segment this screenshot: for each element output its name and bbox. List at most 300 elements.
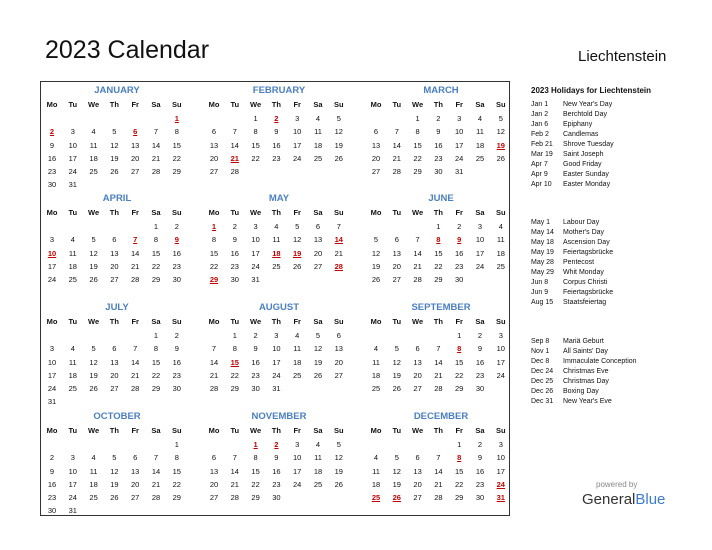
day-cell[interactable]: 16 bbox=[455, 248, 464, 258]
day-cell[interactable]: 9 bbox=[477, 344, 483, 354]
day-cell[interactable]: 27 bbox=[371, 167, 381, 176]
day-cell[interactable]: 26 bbox=[293, 261, 302, 271]
day-cell[interactable]: 12 bbox=[89, 357, 98, 367]
day-cell[interactable]: 16 bbox=[47, 153, 57, 163]
day-cell[interactable]: 23 bbox=[230, 261, 239, 271]
day-cell[interactable]: 22 bbox=[209, 261, 219, 271]
day-cell[interactable]: 17 bbox=[272, 357, 281, 367]
day-cell[interactable]: 27 bbox=[392, 275, 401, 284]
day-cell[interactable]: 2 bbox=[174, 222, 179, 232]
day-cell[interactable]: 15 bbox=[413, 140, 422, 150]
day-cell[interactable]: 25 bbox=[371, 384, 381, 393]
day-cell[interactable]: 28 bbox=[131, 275, 140, 284]
day-cell[interactable]: 23 bbox=[455, 261, 464, 271]
day-cell[interactable]: 14 bbox=[392, 140, 401, 150]
day-cell[interactable]: 21 bbox=[230, 479, 239, 489]
day-cell[interactable]: 12 bbox=[313, 344, 323, 354]
day-cell[interactable]: 27 bbox=[334, 370, 343, 380]
day-cell[interactable]: 2 bbox=[457, 222, 462, 232]
day-cell[interactable]: 12 bbox=[110, 466, 119, 476]
day-cell[interactable]: 30 bbox=[475, 493, 485, 502]
day-cell[interactable]: 21 bbox=[131, 370, 140, 380]
day-cell[interactable]: 11 bbox=[89, 140, 98, 150]
day-cell[interactable]: 28 bbox=[230, 493, 239, 502]
day-cell[interactable]: 24 bbox=[455, 153, 464, 163]
holiday-day-cell[interactable]: 1 bbox=[253, 440, 258, 450]
day-cell[interactable]: 21 bbox=[434, 479, 443, 489]
day-cell[interactable]: 22 bbox=[251, 153, 260, 163]
day-cell[interactable]: 16 bbox=[230, 248, 239, 258]
day-cell[interactable]: 10 bbox=[47, 357, 57, 367]
holiday-day-cell[interactable]: 9 bbox=[174, 235, 179, 245]
day-cell[interactable]: 15 bbox=[151, 248, 161, 258]
day-cell[interactable]: 11 bbox=[372, 466, 380, 476]
day-cell[interactable]: 20 bbox=[131, 153, 140, 163]
day-cell[interactable]: 13 bbox=[131, 466, 140, 476]
day-cell[interactable]: 27 bbox=[131, 493, 140, 502]
day-cell[interactable]: 23 bbox=[172, 261, 181, 271]
day-cell[interactable]: 7 bbox=[394, 127, 399, 137]
day-cell[interactable]: 25 bbox=[313, 479, 323, 489]
day-cell[interactable]: 1 bbox=[457, 331, 462, 341]
holiday-day-cell[interactable]: 8 bbox=[436, 235, 441, 245]
day-cell[interactable]: 30 bbox=[455, 275, 464, 284]
day-cell[interactable]: 16 bbox=[251, 357, 260, 367]
day-cell[interactable]: 29 bbox=[151, 384, 161, 393]
day-cell[interactable]: 17 bbox=[293, 466, 302, 476]
day-cell[interactable]: 11 bbox=[293, 344, 302, 354]
day-cell[interactable]: 9 bbox=[49, 466, 55, 476]
day-cell[interactable]: 28 bbox=[151, 493, 161, 502]
day-cell[interactable]: 21 bbox=[392, 153, 401, 163]
day-cell[interactable]: 4 bbox=[315, 440, 321, 450]
day-cell[interactable]: 23 bbox=[251, 370, 260, 380]
day-cell[interactable]: 15 bbox=[172, 466, 181, 476]
day-cell[interactable]: 29 bbox=[151, 275, 161, 284]
day-cell[interactable]: 10 bbox=[475, 235, 485, 245]
day-cell[interactable]: 12 bbox=[334, 453, 343, 463]
day-cell[interactable]: 21 bbox=[209, 370, 219, 380]
day-cell[interactable]: 16 bbox=[434, 140, 443, 150]
day-cell[interactable]: 23 bbox=[172, 370, 181, 380]
day-cell[interactable]: 26 bbox=[89, 275, 98, 284]
day-cell[interactable]: 14 bbox=[413, 248, 422, 258]
day-cell[interactable]: 5 bbox=[112, 453, 117, 463]
day-cell[interactable]: 1 bbox=[174, 440, 179, 450]
day-cell[interactable]: 18 bbox=[496, 248, 505, 258]
holiday-day-cell[interactable]: 10 bbox=[47, 248, 57, 258]
holiday-day-cell[interactable]: 1 bbox=[211, 222, 217, 232]
day-cell[interactable]: 23 bbox=[272, 153, 281, 163]
day-cell[interactable]: 6 bbox=[315, 222, 321, 232]
day-cell[interactable]: 6 bbox=[415, 344, 420, 354]
day-cell[interactable]: 1 bbox=[457, 440, 462, 450]
day-cell[interactable]: 4 bbox=[91, 453, 96, 463]
day-cell[interactable]: 18 bbox=[475, 140, 485, 150]
day-cell[interactable]: 30 bbox=[434, 167, 443, 176]
day-cell[interactable]: 26 bbox=[313, 370, 323, 380]
day-cell[interactable]: 5 bbox=[295, 222, 300, 232]
day-cell[interactable]: 20 bbox=[313, 248, 323, 258]
day-cell[interactable]: 26 bbox=[392, 384, 401, 393]
holiday-day-cell[interactable]: 21 bbox=[230, 153, 239, 163]
day-cell[interactable]: 19 bbox=[110, 153, 119, 163]
holiday-day-cell[interactable]: 8 bbox=[457, 453, 462, 463]
day-cell[interactable]: 9 bbox=[174, 344, 179, 354]
holiday-day-cell[interactable]: 2 bbox=[274, 114, 279, 124]
day-cell[interactable]: 21 bbox=[151, 479, 161, 489]
day-cell[interactable]: 27 bbox=[110, 275, 119, 284]
holiday-day-cell[interactable]: 26 bbox=[392, 493, 401, 502]
day-cell[interactable]: 8 bbox=[153, 235, 159, 245]
day-cell[interactable]: 10 bbox=[293, 453, 302, 463]
day-cell[interactable]: 14 bbox=[434, 466, 443, 476]
day-cell[interactable]: 20 bbox=[413, 479, 422, 489]
day-cell[interactable]: 20 bbox=[110, 370, 119, 380]
day-cell[interactable]: 30 bbox=[172, 384, 181, 393]
day-cell[interactable]: 31 bbox=[272, 384, 281, 393]
day-cell[interactable]: 1 bbox=[436, 222, 441, 232]
day-cell[interactable]: 5 bbox=[91, 235, 96, 245]
day-cell[interactable]: 23 bbox=[475, 370, 485, 380]
day-cell[interactable]: 5 bbox=[394, 453, 399, 463]
day-cell[interactable]: 22 bbox=[230, 370, 239, 380]
day-cell[interactable]: 24 bbox=[293, 153, 302, 163]
day-cell[interactable]: 18 bbox=[371, 479, 381, 489]
day-cell[interactable]: 22 bbox=[151, 261, 161, 271]
day-cell[interactable]: 6 bbox=[394, 235, 399, 245]
day-cell[interactable]: 1 bbox=[232, 331, 237, 341]
day-cell[interactable]: 3 bbox=[457, 114, 462, 124]
day-cell[interactable]: 6 bbox=[211, 127, 217, 137]
holiday-day-cell[interactable]: 28 bbox=[334, 261, 343, 271]
generalblue-logo[interactable] bbox=[582, 491, 665, 508]
day-cell[interactable]: 30 bbox=[251, 384, 260, 393]
day-cell[interactable]: 19 bbox=[334, 466, 343, 476]
day-cell[interactable]: 11 bbox=[314, 127, 322, 137]
day-cell[interactable]: 25 bbox=[89, 493, 98, 502]
day-cell[interactable]: 3 bbox=[295, 440, 300, 450]
day-cell[interactable]: 6 bbox=[211, 453, 217, 463]
day-cell[interactable]: 17 bbox=[293, 140, 302, 150]
day-cell[interactable]: 29 bbox=[455, 493, 464, 502]
day-cell[interactable]: 30 bbox=[47, 180, 57, 190]
day-cell[interactable]: 30 bbox=[475, 384, 485, 393]
day-cell[interactable]: 29 bbox=[172, 167, 181, 176]
day-cell[interactable]: 27 bbox=[313, 261, 323, 271]
day-cell[interactable]: 25 bbox=[68, 384, 77, 393]
day-cell[interactable]: 4 bbox=[315, 114, 321, 124]
day-cell[interactable]: 16 bbox=[47, 479, 57, 489]
day-cell[interactable]: 14 bbox=[151, 466, 161, 476]
day-cell[interactable]: 3 bbox=[70, 127, 75, 137]
day-cell[interactable]: 30 bbox=[47, 506, 57, 516]
day-cell[interactable]: 3 bbox=[498, 331, 503, 341]
day-cell[interactable]: 12 bbox=[371, 248, 381, 258]
day-cell[interactable]: 8 bbox=[415, 127, 420, 137]
day-cell[interactable]: 25 bbox=[496, 261, 505, 271]
day-cell[interactable]: 29 bbox=[413, 167, 422, 176]
day-cell[interactable]: 20 bbox=[371, 153, 381, 163]
day-cell[interactable]: 19 bbox=[392, 479, 401, 489]
day-cell[interactable]: 4 bbox=[70, 235, 75, 245]
holiday-day-cell[interactable]: 18 bbox=[272, 248, 281, 258]
day-cell[interactable]: 10 bbox=[68, 466, 77, 476]
day-cell[interactable]: 13 bbox=[209, 466, 219, 476]
day-cell[interactable]: 5 bbox=[112, 127, 117, 137]
day-cell[interactable]: 10 bbox=[251, 235, 260, 245]
day-cell[interactable]: 31 bbox=[455, 167, 464, 176]
day-cell[interactable]: 20 bbox=[209, 153, 219, 163]
day-cell[interactable]: 3 bbox=[295, 114, 300, 124]
day-cell[interactable]: 22 bbox=[455, 370, 464, 380]
day-cell[interactable]: 19 bbox=[392, 370, 401, 380]
day-cell[interactable]: 19 bbox=[371, 261, 381, 271]
day-cell[interactable]: 8 bbox=[153, 344, 159, 354]
day-cell[interactable]: 5 bbox=[336, 440, 341, 450]
day-cell[interactable]: 12 bbox=[392, 466, 401, 476]
day-cell[interactable]: 22 bbox=[172, 479, 181, 489]
day-cell[interactable]: 8 bbox=[232, 344, 237, 354]
day-cell[interactable]: 22 bbox=[455, 479, 464, 489]
day-cell[interactable]: 23 bbox=[47, 167, 57, 176]
day-cell[interactable]: 24 bbox=[68, 493, 77, 502]
day-cell[interactable]: 28 bbox=[392, 167, 401, 176]
day-cell[interactable]: 15 bbox=[251, 466, 260, 476]
day-cell[interactable]: 21 bbox=[131, 261, 140, 271]
day-cell[interactable]: 11 bbox=[68, 357, 77, 367]
day-cell[interactable]: 5 bbox=[91, 344, 96, 354]
day-cell[interactable]: 4 bbox=[498, 222, 503, 232]
day-cell[interactable]: 12 bbox=[392, 357, 401, 367]
day-cell[interactable]: 19 bbox=[110, 479, 119, 489]
day-cell[interactable]: 4 bbox=[373, 344, 379, 354]
day-cell[interactable]: 2 bbox=[477, 440, 483, 450]
day-cell[interactable]: 31 bbox=[68, 180, 77, 190]
day-cell[interactable]: 18 bbox=[371, 370, 381, 380]
day-cell[interactable]: 10 bbox=[496, 344, 505, 354]
day-cell[interactable]: 6 bbox=[112, 235, 117, 245]
day-cell[interactable]: 15 bbox=[151, 357, 161, 367]
day-cell[interactable]: 22 bbox=[251, 479, 260, 489]
holiday-day-cell[interactable]: 6 bbox=[133, 127, 138, 137]
day-cell[interactable]: 4 bbox=[295, 331, 300, 341]
day-cell[interactable]: 20 bbox=[110, 261, 119, 271]
day-cell[interactable]: 17 bbox=[496, 357, 505, 367]
day-cell[interactable]: 20 bbox=[334, 357, 343, 367]
day-cell[interactable]: 31 bbox=[251, 275, 260, 284]
day-cell[interactable]: 2 bbox=[232, 222, 237, 232]
holiday-day-cell[interactable]: 14 bbox=[334, 235, 343, 245]
day-cell[interactable]: 13 bbox=[313, 235, 323, 245]
day-cell[interactable]: 25 bbox=[89, 167, 98, 176]
day-cell[interactable]: 21 bbox=[334, 248, 343, 258]
day-cell[interactable]: 28 bbox=[209, 384, 219, 393]
day-cell[interactable]: 4 bbox=[373, 453, 379, 463]
day-cell[interactable]: 19 bbox=[334, 140, 343, 150]
day-cell[interactable]: 9 bbox=[477, 453, 483, 463]
day-cell[interactable]: 9 bbox=[436, 127, 441, 137]
day-cell[interactable]: 6 bbox=[133, 453, 138, 463]
day-cell[interactable]: 1 bbox=[415, 114, 420, 124]
day-cell[interactable]: 18 bbox=[313, 140, 323, 150]
day-cell[interactable]: 5 bbox=[394, 344, 399, 354]
day-cell[interactable]: 26 bbox=[110, 493, 119, 502]
day-cell[interactable]: 24 bbox=[272, 370, 281, 380]
day-cell[interactable]: 8 bbox=[253, 453, 258, 463]
day-cell[interactable]: 27 bbox=[131, 167, 140, 176]
holiday-day-cell[interactable]: 2 bbox=[274, 440, 279, 450]
holiday-day-cell[interactable]: 8 bbox=[457, 344, 462, 354]
day-cell[interactable]: 6 bbox=[336, 331, 341, 341]
day-cell[interactable]: 3 bbox=[49, 344, 55, 354]
day-cell[interactable]: 24 bbox=[251, 261, 260, 271]
day-cell[interactable]: 24 bbox=[47, 275, 57, 284]
day-cell[interactable]: 16 bbox=[475, 466, 485, 476]
day-cell[interactable]: 17 bbox=[455, 140, 464, 150]
day-cell[interactable]: 29 bbox=[434, 275, 443, 284]
day-cell[interactable]: 18 bbox=[313, 466, 323, 476]
holiday-day-cell[interactable]: 24 bbox=[496, 479, 505, 489]
day-cell[interactable]: 2 bbox=[49, 453, 55, 463]
day-cell[interactable]: 8 bbox=[174, 453, 179, 463]
day-cell[interactable]: 11 bbox=[272, 235, 281, 245]
day-cell[interactable]: 29 bbox=[251, 493, 260, 502]
day-cell[interactable]: 3 bbox=[477, 222, 483, 232]
day-cell[interactable]: 9 bbox=[274, 453, 279, 463]
day-cell[interactable]: 29 bbox=[455, 384, 464, 393]
day-cell[interactable]: 16 bbox=[272, 140, 281, 150]
day-cell[interactable]: 15 bbox=[455, 466, 464, 476]
day-cell[interactable]: 20 bbox=[413, 370, 422, 380]
day-cell[interactable]: 21 bbox=[434, 370, 443, 380]
day-cell[interactable]: 19 bbox=[89, 370, 98, 380]
day-cell[interactable]: 3 bbox=[70, 453, 75, 463]
day-cell[interactable]: 24 bbox=[475, 261, 485, 271]
day-cell[interactable]: 11 bbox=[496, 235, 505, 245]
day-cell[interactable]: 8 bbox=[211, 235, 217, 245]
day-cell[interactable]: 21 bbox=[151, 153, 161, 163]
day-cell[interactable]: 17 bbox=[251, 248, 260, 258]
day-cell[interactable]: 14 bbox=[131, 248, 140, 258]
day-cell[interactable]: 7 bbox=[436, 344, 441, 354]
day-cell[interactable]: 8 bbox=[253, 127, 258, 137]
holiday-day-cell[interactable]: 7 bbox=[133, 235, 138, 245]
day-cell[interactable]: 24 bbox=[47, 384, 57, 393]
day-cell[interactable]: 14 bbox=[209, 357, 219, 367]
day-cell[interactable]: 4 bbox=[91, 127, 96, 137]
day-cell[interactable]: 26 bbox=[110, 167, 119, 176]
day-cell[interactable]: 15 bbox=[172, 140, 181, 150]
day-cell[interactable]: 28 bbox=[413, 275, 422, 284]
day-cell[interactable]: 30 bbox=[230, 275, 239, 284]
day-cell[interactable]: 2 bbox=[436, 114, 441, 124]
day-cell[interactable]: 18 bbox=[89, 153, 98, 163]
day-cell[interactable]: 2 bbox=[174, 331, 179, 341]
day-cell[interactable]: 25 bbox=[272, 261, 281, 271]
day-cell[interactable]: 13 bbox=[413, 357, 422, 367]
day-cell[interactable]: 7 bbox=[153, 453, 159, 463]
day-cell[interactable]: 23 bbox=[272, 479, 281, 489]
day-cell[interactable]: 1 bbox=[153, 222, 159, 232]
day-cell[interactable]: 25 bbox=[293, 370, 302, 380]
day-cell[interactable]: 13 bbox=[110, 357, 119, 367]
day-cell[interactable]: 26 bbox=[89, 384, 98, 393]
day-cell[interactable]: 5 bbox=[373, 235, 379, 245]
day-cell[interactable]: 16 bbox=[172, 357, 181, 367]
day-cell[interactable]: 17 bbox=[68, 153, 77, 163]
day-cell[interactable]: 13 bbox=[209, 140, 219, 150]
day-cell[interactable]: 7 bbox=[232, 453, 237, 463]
day-cell[interactable]: 15 bbox=[434, 248, 443, 258]
day-cell[interactable]: 15 bbox=[455, 357, 464, 367]
day-cell[interactable]: 20 bbox=[131, 479, 140, 489]
day-cell[interactable]: 2 bbox=[253, 331, 258, 341]
day-cell[interactable]: 19 bbox=[89, 261, 98, 271]
day-cell[interactable]: 27 bbox=[413, 493, 422, 502]
day-cell[interactable]: 25 bbox=[313, 153, 323, 163]
day-cell[interactable]: 9 bbox=[253, 344, 258, 354]
day-cell[interactable]: 7 bbox=[336, 222, 341, 232]
day-cell[interactable]: 26 bbox=[371, 275, 381, 284]
day-cell[interactable]: 7 bbox=[415, 235, 420, 245]
day-cell[interactable]: 24 bbox=[68, 167, 77, 176]
day-cell[interactable]: 31 bbox=[68, 506, 77, 516]
day-cell[interactable]: 11 bbox=[314, 453, 322, 463]
day-cell[interactable]: 4 bbox=[70, 344, 75, 354]
day-cell[interactable]: 10 bbox=[455, 127, 464, 137]
day-cell[interactable]: 16 bbox=[172, 248, 181, 258]
day-cell[interactable]: 11 bbox=[372, 357, 380, 367]
day-cell[interactable]: 18 bbox=[68, 370, 77, 380]
day-cell[interactable]: 15 bbox=[209, 248, 219, 258]
holiday-day-cell[interactable]: 9 bbox=[457, 235, 462, 245]
day-cell[interactable]: 3 bbox=[274, 331, 279, 341]
day-cell[interactable]: 3 bbox=[498, 440, 503, 450]
day-cell[interactable]: 5 bbox=[498, 114, 503, 124]
day-cell[interactable]: 14 bbox=[151, 140, 161, 150]
day-cell[interactable]: 3 bbox=[253, 222, 258, 232]
day-cell[interactable]: 12 bbox=[334, 127, 343, 137]
day-cell[interactable]: 12 bbox=[293, 235, 302, 245]
day-cell[interactable]: 2 bbox=[477, 331, 483, 341]
day-cell[interactable]: 7 bbox=[153, 127, 159, 137]
day-cell[interactable]: 5 bbox=[336, 114, 341, 124]
day-cell[interactable]: 28 bbox=[151, 167, 161, 176]
day-cell[interactable]: 11 bbox=[68, 248, 77, 258]
day-cell[interactable]: 18 bbox=[89, 479, 98, 489]
day-cell[interactable]: 28 bbox=[434, 493, 443, 502]
day-cell[interactable]: 29 bbox=[230, 384, 239, 393]
day-cell[interactable]: 17 bbox=[475, 248, 485, 258]
day-cell[interactable]: 22 bbox=[413, 153, 422, 163]
day-cell[interactable]: 12 bbox=[110, 140, 119, 150]
day-cell[interactable]: 18 bbox=[293, 357, 302, 367]
day-cell[interactable]: 7 bbox=[436, 453, 441, 463]
day-cell[interactable]: 10 bbox=[68, 140, 77, 150]
day-cell[interactable]: 1 bbox=[253, 114, 258, 124]
day-cell[interactable]: 6 bbox=[112, 344, 117, 354]
day-cell[interactable]: 13 bbox=[371, 140, 381, 150]
day-cell[interactable]: 13 bbox=[131, 140, 140, 150]
day-cell[interactable]: 8 bbox=[174, 127, 179, 137]
day-cell[interactable]: 13 bbox=[392, 248, 401, 258]
day-cell[interactable]: 7 bbox=[133, 344, 138, 354]
day-cell[interactable]: 27 bbox=[413, 384, 422, 393]
day-cell[interactable]: 10 bbox=[272, 344, 281, 354]
day-cell[interactable]: 17 bbox=[496, 466, 505, 476]
day-cell[interactable]: 1 bbox=[153, 331, 159, 341]
